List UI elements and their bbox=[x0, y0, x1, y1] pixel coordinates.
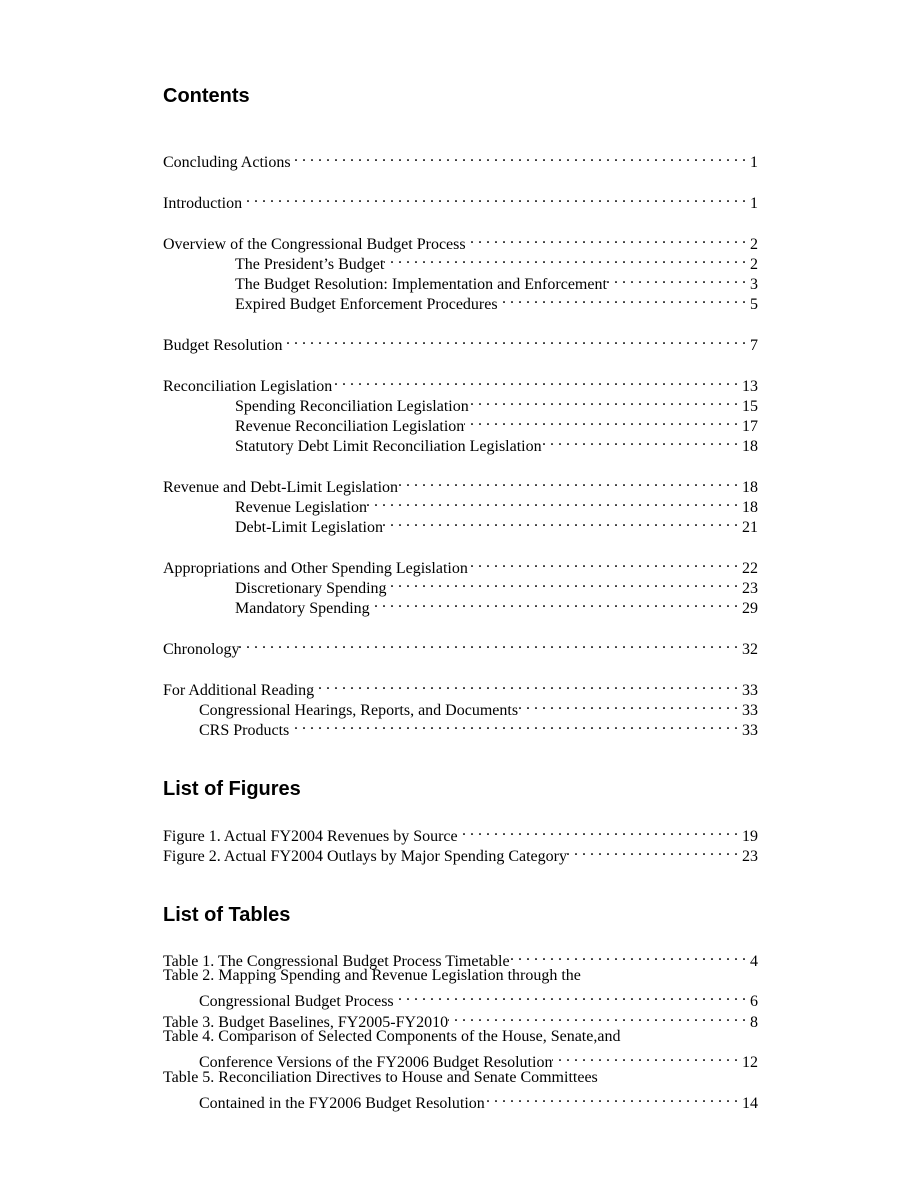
dot-leader bbox=[384, 249, 750, 269]
toc-entry-title: Debt-Limit Legislation bbox=[235, 519, 383, 536]
dot-leader bbox=[289, 715, 742, 735]
toc-entry-page: 32 bbox=[742, 641, 758, 658]
toc-subentry bbox=[235, 411, 758, 435]
dot-leader bbox=[398, 472, 742, 492]
toc-entry-title: Congressional Hearings, Reports, and Documents bbox=[199, 702, 519, 719]
toc-entry bbox=[163, 330, 758, 354]
dot-leader bbox=[485, 1088, 742, 1108]
toc-entry-title: Budget Resolution bbox=[163, 337, 283, 354]
toc-entry-title: Congressional Budget Process bbox=[199, 993, 394, 1010]
toc-entry-page: 23 bbox=[742, 580, 758, 597]
dot-leader bbox=[468, 553, 742, 573]
toc-entry bbox=[163, 675, 758, 699]
dot-leader bbox=[387, 573, 742, 593]
toc-entry-page: 1 bbox=[750, 195, 758, 212]
table-entry bbox=[163, 1007, 758, 1031]
toc-entry-page: 7 bbox=[750, 337, 758, 354]
toc-entry-page: 18 bbox=[742, 438, 758, 455]
dot-leader bbox=[332, 371, 742, 391]
toc-entry-page: 18 bbox=[742, 479, 758, 496]
toc-entry-title: Figure 2. Actual FY2004 Outlays by Major Spending Category bbox=[163, 848, 567, 865]
toc-entry-title: Figure 1. Actual FY2004 Revenues by Source bbox=[163, 828, 458, 845]
toc-entry-title: Spending Reconciliation Legislation bbox=[235, 398, 469, 415]
dot-leader bbox=[469, 391, 742, 411]
toc-entry-page: 29 bbox=[742, 600, 758, 617]
toc-entry-page: 21 bbox=[742, 519, 758, 536]
toc-entry-title: Revenue Reconciliation Legislation bbox=[235, 418, 465, 435]
toc-entry-title: Reconciliation Legislation bbox=[163, 378, 333, 395]
figure-entry bbox=[163, 821, 758, 845]
toc-entry-title: Table 3. Budget Baselines, FY2005-FY2010 bbox=[163, 1014, 449, 1031]
figure-entry bbox=[163, 841, 758, 865]
toc-subentry bbox=[235, 289, 758, 313]
toc-entry-page: 1 bbox=[750, 154, 758, 171]
toc-entry-title: Statutory Debt Limit Reconciliation Legislation bbox=[235, 438, 542, 455]
dot-leader bbox=[370, 593, 742, 613]
toc-entry-page: 33 bbox=[742, 722, 758, 739]
toc-entry-title: CRS Products bbox=[199, 722, 290, 739]
toc-entry-page: 18 bbox=[742, 499, 758, 516]
toc-entry bbox=[163, 634, 758, 658]
dot-leader bbox=[283, 330, 750, 350]
toc-entry-title: The President’s Budget bbox=[235, 256, 385, 273]
toc-entry-title: Appropriations and Other Spending Legislation bbox=[163, 560, 468, 577]
toc-subentry bbox=[199, 695, 758, 719]
dot-leader bbox=[239, 634, 742, 654]
dot-leader bbox=[510, 946, 750, 966]
toc-entry-title: Introduction bbox=[163, 195, 243, 212]
toc-entry-title: Conference Versions of the FY2006 Budget Resolution bbox=[199, 1054, 553, 1071]
toc-entry bbox=[163, 553, 758, 577]
toc-entry-title: Overview of the Congressional Budget Process bbox=[163, 236, 466, 253]
toc-subentry bbox=[235, 593, 758, 617]
toc-subentry bbox=[199, 715, 758, 739]
dot-leader bbox=[314, 675, 742, 695]
table-entry-first-line: Table 5. Reconciliation Directives to House and Senate Committees bbox=[163, 1069, 598, 1086]
dot-leader bbox=[567, 841, 742, 861]
toc-subentry bbox=[235, 249, 758, 273]
dot-leader bbox=[498, 289, 750, 309]
toc-entry-title: Revenue Legislation bbox=[235, 499, 367, 516]
dot-leader bbox=[542, 431, 742, 451]
toc-entry-page: 2 bbox=[750, 236, 758, 253]
table-entry-first-line: Table 2. Mapping Spending and Revenue Legislation through the bbox=[163, 967, 581, 984]
toc-entry-title: For Additional Reading bbox=[163, 682, 315, 699]
toc-entry-page: 15 bbox=[742, 398, 758, 415]
dot-leader bbox=[552, 1047, 742, 1067]
dot-leader bbox=[607, 269, 750, 289]
toc-entry-title: Table 1. The Congressional Budget Process Timetable bbox=[163, 953, 510, 970]
toc-entry-title: Revenue and Debt-Limit Legislation bbox=[163, 479, 399, 496]
toc-entry bbox=[163, 472, 758, 496]
dot-leader bbox=[458, 821, 742, 841]
tables-heading: List of Tables bbox=[163, 904, 291, 926]
toc-subentry bbox=[235, 512, 758, 536]
toc-entry-page: 14 bbox=[742, 1095, 758, 1112]
toc-entry-page: 3 bbox=[750, 276, 758, 293]
toc-entry-page: 4 bbox=[750, 953, 758, 970]
dot-leader bbox=[448, 1007, 750, 1027]
figures-heading: List of Figures bbox=[163, 778, 301, 800]
dot-leader bbox=[464, 411, 742, 431]
toc-entry-page: 23 bbox=[742, 848, 758, 865]
table-entry-first-line: Table 4. Comparison of Selected Components of the House, Senate,and bbox=[163, 1028, 621, 1045]
toc-entry-page: 2 bbox=[750, 256, 758, 273]
dot-leader bbox=[367, 492, 742, 512]
toc-entry-title: Discretionary Spending bbox=[235, 580, 387, 597]
table-entry bbox=[199, 1047, 758, 1071]
toc-entry-page: 6 bbox=[750, 993, 758, 1010]
toc-entry bbox=[163, 371, 758, 395]
toc-entry-page: 5 bbox=[750, 296, 758, 313]
toc-entry-page: 19 bbox=[742, 828, 758, 845]
dot-leader bbox=[383, 512, 742, 532]
dot-leader bbox=[291, 147, 750, 167]
toc-entry-page: 33 bbox=[742, 702, 758, 719]
dot-leader bbox=[242, 188, 750, 208]
toc-subentry bbox=[235, 492, 758, 516]
toc-entry-title: Contained in the FY2006 Budget Resolution bbox=[199, 1095, 485, 1112]
toc-entry-title: Concluding Actions bbox=[163, 154, 291, 171]
toc-entry-title: Chronology bbox=[163, 641, 240, 658]
toc-entry-page: 12 bbox=[742, 1054, 758, 1071]
toc-entry-page: 22 bbox=[742, 560, 758, 577]
toc-subentry bbox=[235, 573, 758, 597]
toc-subentry bbox=[235, 431, 758, 455]
dot-leader bbox=[394, 986, 750, 1006]
dot-leader bbox=[466, 229, 750, 249]
toc-entry-page: 33 bbox=[742, 682, 758, 699]
dot-leader bbox=[518, 695, 742, 715]
toc-entry-title: The Budget Resolution: Implementation and Enforcement bbox=[235, 276, 607, 293]
table-entry bbox=[199, 986, 758, 1010]
toc-entry-page: 13 bbox=[742, 378, 758, 395]
toc-entry-page: 17 bbox=[742, 418, 758, 435]
contents-heading: Contents bbox=[163, 85, 250, 107]
toc-entry-title: Expired Budget Enforcement Procedures bbox=[235, 296, 498, 313]
toc-entry-page: 8 bbox=[750, 1014, 758, 1031]
table-entry bbox=[163, 946, 758, 970]
toc-entry bbox=[163, 188, 758, 212]
toc-entry bbox=[163, 147, 758, 171]
toc-entry-title: Mandatory Spending bbox=[235, 600, 370, 617]
toc-entry bbox=[163, 229, 758, 253]
table-entry bbox=[199, 1088, 758, 1112]
toc-subentry bbox=[235, 391, 758, 415]
toc-subentry bbox=[235, 269, 758, 293]
